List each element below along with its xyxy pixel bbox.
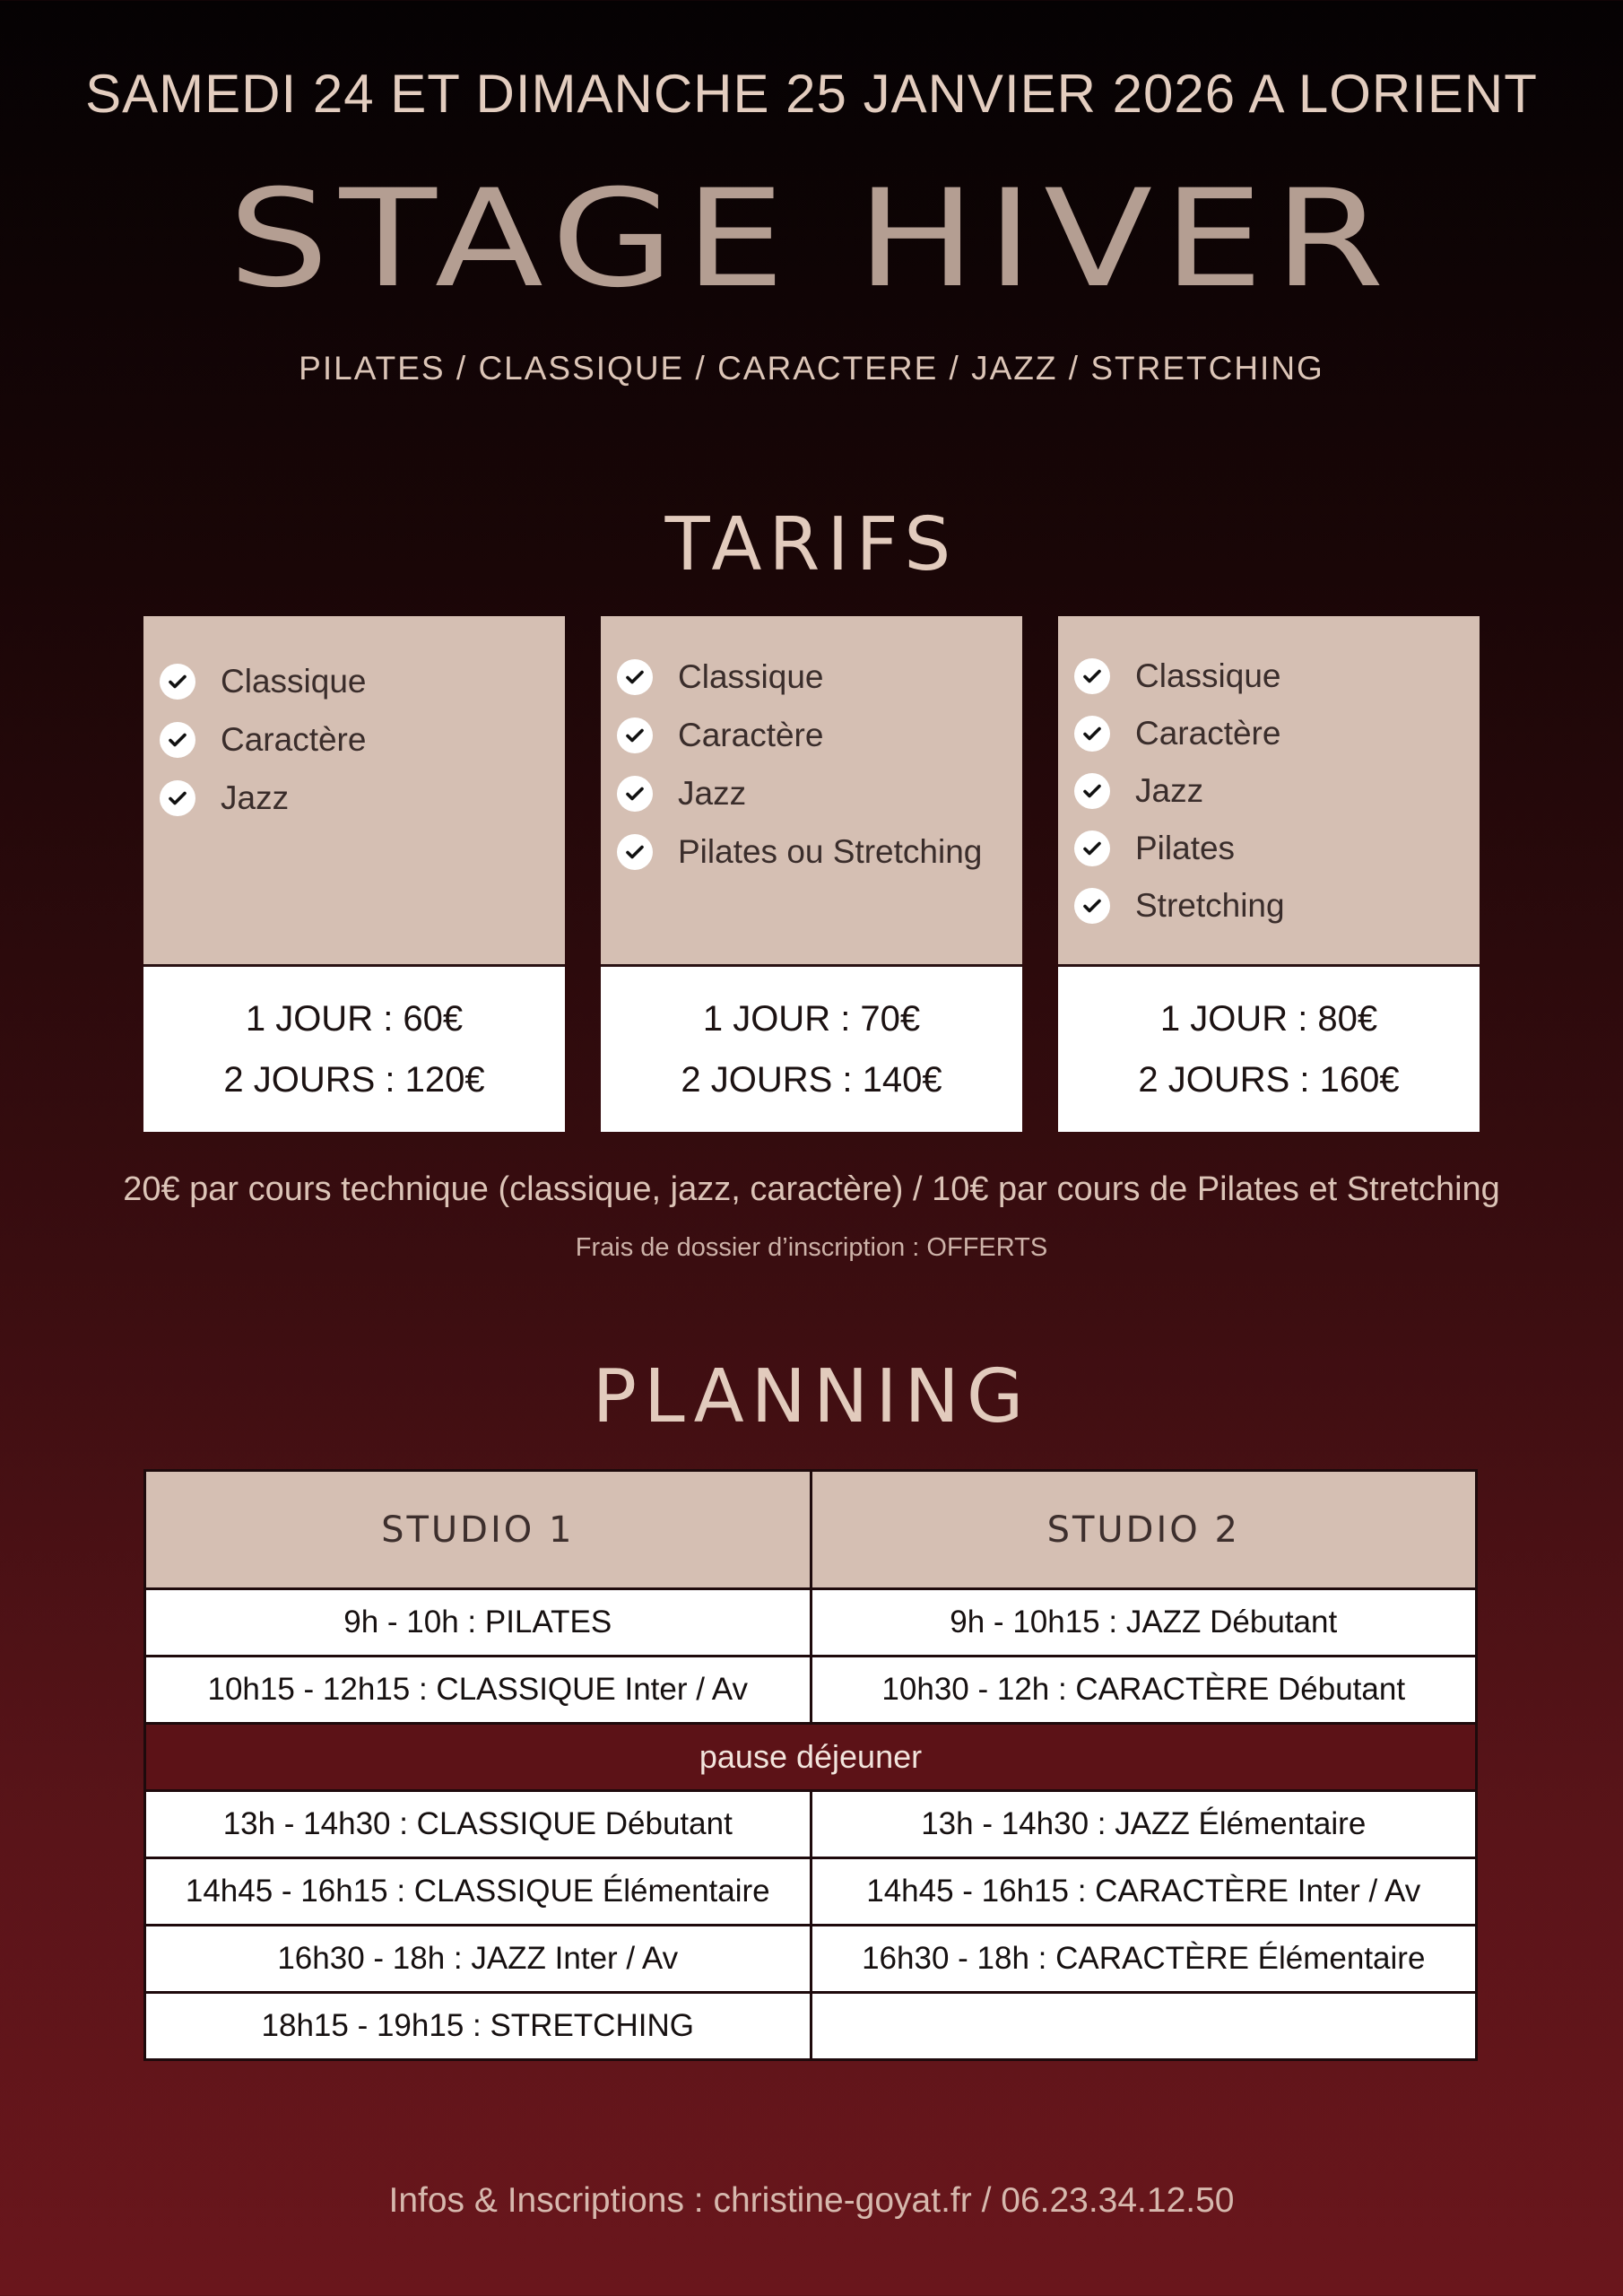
table-header-row <box>145 1471 1477 1589</box>
pricing-card-1 <box>143 616 565 1132</box>
price-two-days: 2 JOURS : 140€ <box>681 1060 942 1100</box>
lunch-break-row <box>145 1724 1477 1791</box>
page-title: STAGE HIVER <box>228 161 1395 317</box>
contact-footer: Infos & Inscriptions : christine-goyat.fr / 06.23.34.12.50 <box>388 2181 1235 2220</box>
feature-label: Jazz <box>1135 772 1204 809</box>
studio-1-slot: 18h15 - 19h15 : STRETCHING <box>145 1993 812 2060</box>
check-circle-icon <box>160 722 195 758</box>
feature-label: Stretching <box>1135 887 1285 924</box>
feature-label: Classique <box>678 657 824 695</box>
pricing-cards <box>143 616 1480 1132</box>
feature-item <box>143 769 565 827</box>
feature-label: Jazz <box>221 778 290 816</box>
disciplines-subtitle: PILATES / CLASSIQUE / CARACTERE / JAZZ / STRETCHING <box>299 350 1324 387</box>
feature-item <box>1058 762 1480 820</box>
table-row <box>145 1858 1477 1926</box>
check-circle-icon <box>617 834 653 870</box>
studio-2-slot: 14h45 - 16h15 : CARACTÈRE Inter / Av <box>811 1858 1477 1926</box>
feature-item <box>143 710 565 769</box>
feature-list <box>601 616 1022 964</box>
feature-item <box>1058 820 1480 877</box>
price-box <box>143 964 565 1132</box>
studio-1-slot: 9h - 10h : PILATES <box>145 1589 812 1657</box>
feature-item <box>1058 877 1480 935</box>
check-circle-icon <box>1074 773 1110 809</box>
lunch-break-label: pause déjeuner <box>145 1724 1477 1791</box>
event-date-line: SAMEDI 24 ET DIMANCHE 25 JANVIER 2026 A LORIENT <box>85 64 1538 124</box>
price-two-days: 2 JOURS : 120€ <box>223 1060 485 1100</box>
studio-2-slot: 13h - 14h30 : JAZZ Élémentaire <box>811 1791 1477 1858</box>
check-circle-icon <box>617 659 653 695</box>
studio-1-slot: 14h45 - 16h15 : CLASSIQUE Élémentaire <box>145 1858 812 1926</box>
price-one-day: 1 JOUR : 60€ <box>245 999 464 1039</box>
studio-1-slot: 16h30 - 18h : JAZZ Inter / Av <box>145 1926 812 1993</box>
feature-label: Classique <box>221 662 367 700</box>
check-circle-icon <box>160 664 195 700</box>
feature-item <box>143 652 565 710</box>
studio-2-slot: 10h30 - 12h : CARACTÈRE Débutant <box>811 1657 1477 1724</box>
feature-label: Caractère <box>221 720 367 758</box>
table-row <box>145 1993 1477 2060</box>
feature-label: Caractère <box>1135 715 1281 752</box>
feature-item <box>601 706 1022 764</box>
price-box <box>601 964 1022 1132</box>
check-circle-icon <box>1074 716 1110 752</box>
planning-heading: PLANNING <box>592 1354 1031 1439</box>
feature-label: Caractère <box>678 716 824 753</box>
price-one-day: 1 JOUR : 70€ <box>702 999 921 1039</box>
feature-label: Classique <box>1135 657 1281 694</box>
check-circle-icon <box>1074 888 1110 924</box>
price-box <box>1058 964 1480 1132</box>
feature-item <box>1058 705 1480 762</box>
feature-list <box>1058 616 1480 964</box>
feature-label: Pilates ou Stretching <box>678 832 983 870</box>
studio-1-slot: 13h - 14h30 : CLASSIQUE Débutant <box>145 1791 812 1858</box>
feature-item <box>601 764 1022 822</box>
check-circle-icon <box>160 780 195 816</box>
feature-item <box>1058 648 1480 705</box>
pricing-card-3 <box>1058 616 1480 1132</box>
table-row <box>145 1657 1477 1724</box>
feature-item <box>601 822 1022 881</box>
studio-1-header: STUDIO 1 <box>145 1471 812 1589</box>
studio-2-slot <box>811 1993 1477 2060</box>
planning-table <box>143 1469 1478 2061</box>
price-one-day: 1 JOUR : 80€ <box>1159 999 1378 1039</box>
feature-label: Jazz <box>678 774 747 812</box>
course-price-note: 20€ par cours technique (classique, jazz, caractère) / 10€ par cours de Pilates et Stretching <box>123 1170 1500 1208</box>
table-row <box>145 1589 1477 1657</box>
registration-fee-note: Frais de dossier d’inscription : OFFERTS <box>575 1233 1048 1262</box>
feature-list <box>143 616 565 964</box>
studio-2-slot: 9h - 10h15 : JAZZ Débutant <box>811 1589 1477 1657</box>
studio-2-header: STUDIO 2 <box>811 1471 1477 1589</box>
pricing-card-2 <box>601 616 1022 1132</box>
studio-1-slot: 10h15 - 12h15 : CLASSIQUE Inter / Av <box>145 1657 812 1724</box>
check-circle-icon <box>1074 831 1110 866</box>
check-circle-icon <box>617 718 653 753</box>
feature-item <box>601 648 1022 706</box>
check-circle-icon <box>1074 658 1110 694</box>
check-circle-icon <box>617 776 653 812</box>
table-row <box>145 1791 1477 1858</box>
studio-2-slot: 16h30 - 18h : CARACTÈRE Élémentaire <box>811 1926 1477 1993</box>
tarifs-heading: TARIFS <box>664 502 959 587</box>
feature-label: Pilates <box>1135 830 1236 866</box>
table-row <box>145 1926 1477 1993</box>
price-two-days: 2 JOURS : 160€ <box>1138 1060 1400 1100</box>
